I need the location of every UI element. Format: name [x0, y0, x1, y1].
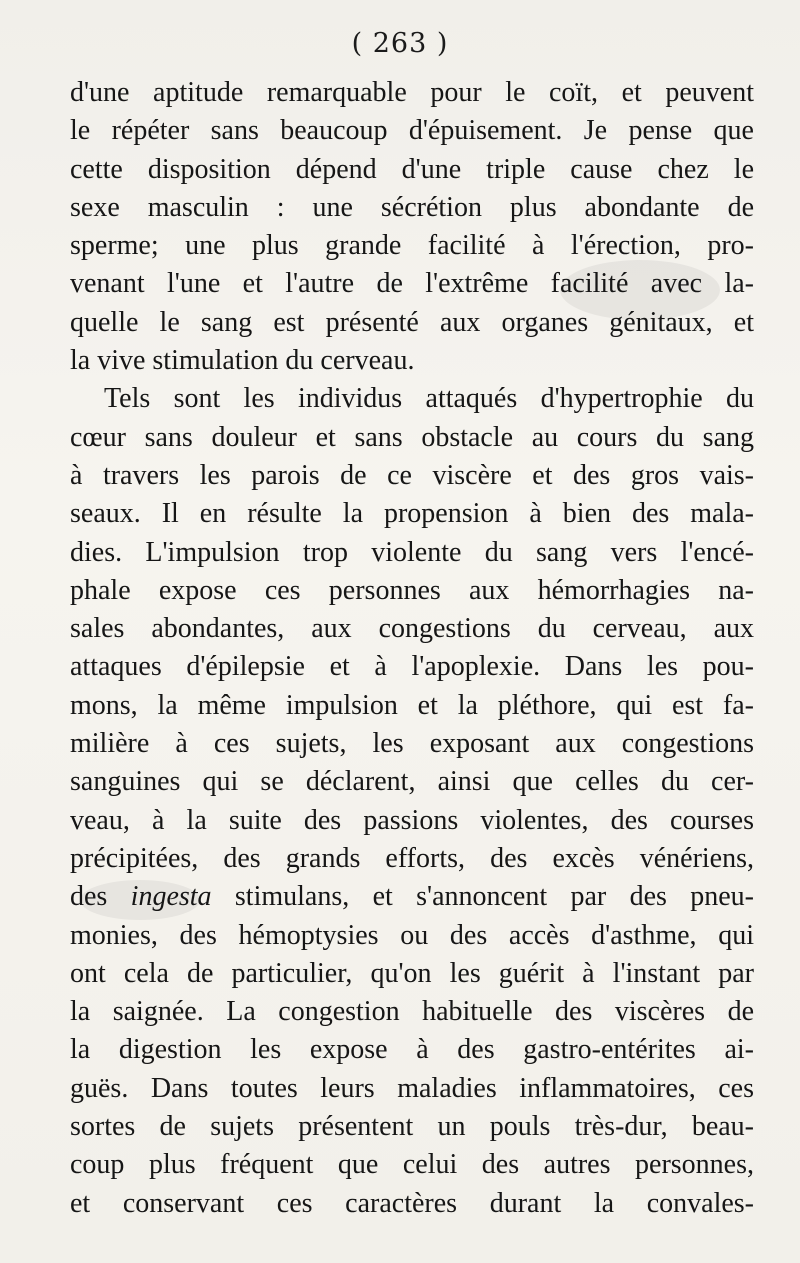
line-part: stimulans, et s'annoncent par des pneu-: [211, 881, 754, 913]
text-line: sortes de sujets présentent un pouls très-dur, beau-: [70, 1111, 754, 1143]
text-line: à travers les parois de ce viscère et des gros vais-: [70, 459, 754, 491]
text-line: le répéter sans beaucoup d'épuisement. Je pense que: [70, 115, 754, 147]
text-line: mons, la même impulsion et la pléthore, qui est fa-: [70, 689, 754, 721]
text-line: phale expose ces personnes aux hémorrhagies na-: [70, 574, 754, 606]
text-line: milière à ces sujets, les exposant aux congestions: [70, 728, 754, 760]
text-line: quelle le sang est présenté aux organes génitaux, et: [70, 306, 754, 338]
text-line: seaux. Il en résulte la propension à bien des mala-: [70, 498, 754, 530]
line-part: des: [70, 881, 131, 913]
text-line: coup plus fréquent que celui des autres personnes,: [70, 1149, 754, 1181]
text-line: et conservant ces caractères durant la convales-: [70, 1187, 754, 1219]
text-line: cœur sans douleur et sans obstacle au cours du sang: [70, 421, 754, 453]
page-number: ( 263 ): [351, 28, 449, 59]
text-line: sperme; une plus grande facilité à l'érection, pro-: [70, 230, 754, 262]
text-line: sexe masculin : une sécrétion plus abondante de: [70, 191, 754, 223]
text-line: monies, des hémoptysies ou des accès d'asthme, qui: [70, 919, 754, 951]
text-line: sales abondantes, aux congestions du cerveau, aux: [70, 613, 754, 645]
text-line: d'une aptitude remarquable pour le coït, et peuvent: [70, 77, 754, 108]
text-line: précipitées, des grands efforts, des excès vénériens,: [70, 842, 754, 874]
text-line: la digestion les expose à des gastro-entérites ai-: [70, 1034, 754, 1066]
text-line: attaques d'épilepsie et à l'apoplexie. Dans les pou-: [70, 651, 754, 683]
body-text: [70, 74, 754, 1223]
text-line: veau, à la suite des passions violentes, des courses: [70, 804, 754, 836]
text-line: cette disposition dépend d'une triple cause chez le: [70, 153, 754, 185]
text-line: la saignée. La congestion habituelle des viscères de: [70, 996, 754, 1028]
text-line: dies. L'impulsion trop violente du sang vers l'encé-: [70, 536, 754, 568]
italic-word: ingesta: [130, 881, 212, 913]
text-line: la vive stimulation du cerveau.: [70, 345, 415, 377]
text-line: ont cela de particulier, qu'on les guérit à l'instant par: [70, 957, 754, 989]
text-line: sanguines qui se déclarent, ainsi que celles du cer-: [70, 766, 754, 798]
text-line-with-italic: [70, 878, 754, 916]
text-line: guës. Dans toutes leurs maladies inflammatoires, ces: [70, 1072, 754, 1104]
paragraph-start-line: Tels sont les individus attaqués d'hypertrophie du: [104, 383, 754, 415]
text-line: venant l'une et l'autre de l'extrême facilité avec la-: [70, 268, 754, 300]
